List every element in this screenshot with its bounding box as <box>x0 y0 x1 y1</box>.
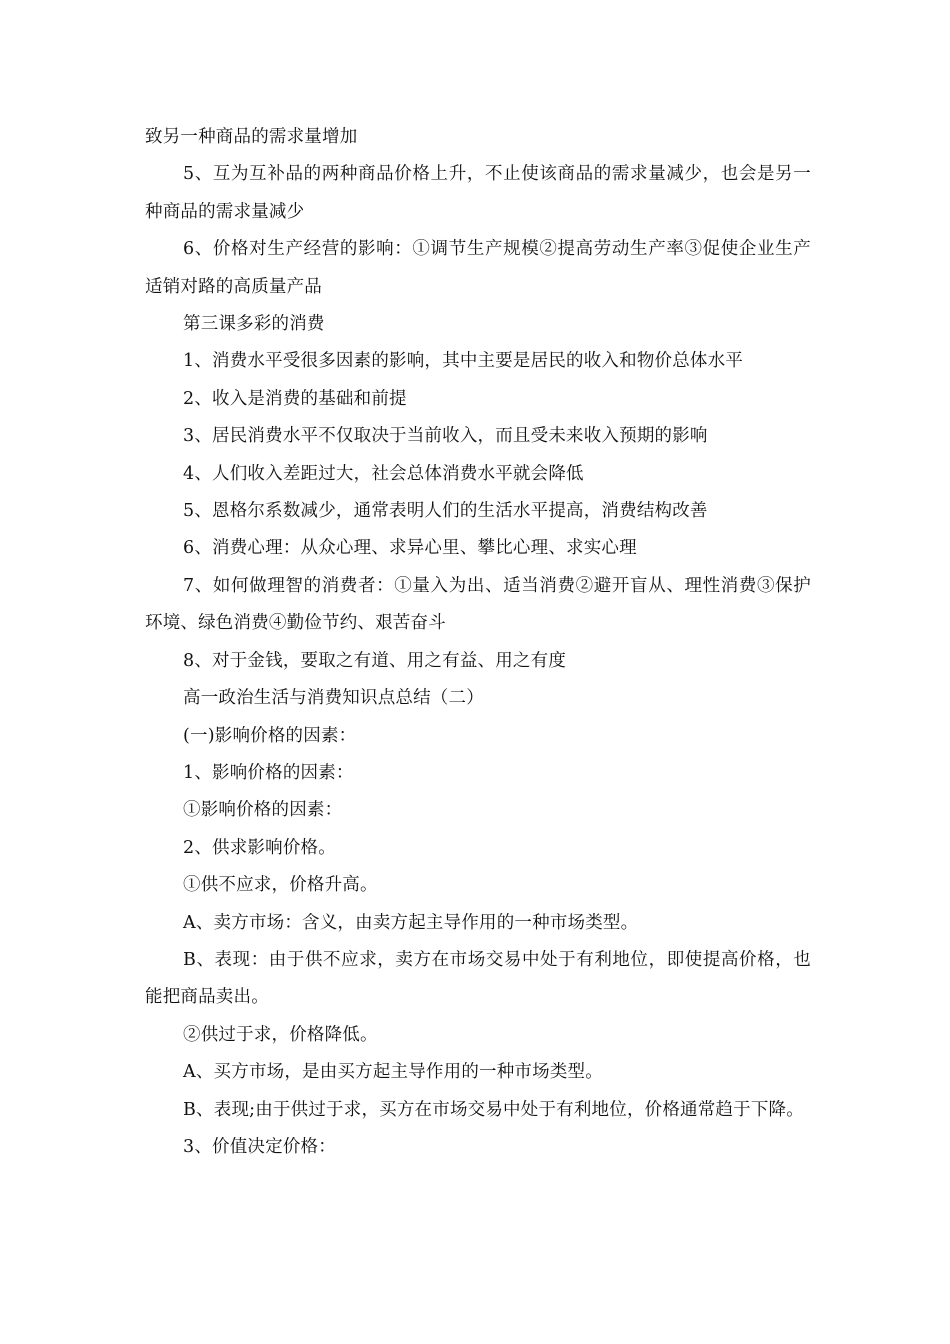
paragraph: 4、人们收入差距过大，社会总体消费水平就会降低 <box>183 463 584 484</box>
paragraph: 2、收入是消费的基础和前提 <box>183 388 407 409</box>
paragraph: 3、价值决定价格： <box>183 1136 336 1157</box>
paragraph: 1、消费水平受很多因素的影响，其中主要是居民的收入和物价总体水平 <box>183 351 744 372</box>
paragraph: ①影响价格的因素： <box>183 800 343 821</box>
section-heading: 高一政治生活与消费知识点总结（二） <box>183 688 484 709</box>
paragraph: (一)影响价格的因素： <box>183 725 357 746</box>
document-body <box>145 119 811 1166</box>
paragraph: ①供不应求，价格升高。 <box>183 875 378 896</box>
paragraph: 6、价格对生产经营的影响：①调节生产规模②提高劳动生产率③促使企业生产适销对路的高质量产品 <box>145 239 811 297</box>
paragraph: 1、影响价格的因素： <box>183 762 354 783</box>
paragraph: A、买方市场，是由买方起主导作用的一种市场类型。 <box>183 1062 603 1083</box>
paragraph: 5、互为互补品的两种商品价格上升，不止使该商品的需求量减少，也会是另一种商品的需求量减少 <box>145 164 811 222</box>
paragraph: B、表现;由于供过于求，买方在市场交易中处于有利地位，价格通常趋于下降。 <box>183 1099 804 1120</box>
paragraph: 2、供求影响价格。 <box>183 837 336 858</box>
paragraph: 8、对于金钱，要取之有道、用之有益、用之有度 <box>183 650 567 671</box>
paragraph: A、卖方市场：含义，由卖方起主导作用的一种市场类型。 <box>183 912 639 933</box>
paragraph: 5、恩格尔系数减少，通常表明人们的生活水平提高，消费结构改善 <box>183 501 708 522</box>
paragraph: 3、居民消费水平不仅取决于当前收入，而且受未来收入预期的影响 <box>183 426 708 447</box>
section-heading: 第三课多彩的消费 <box>183 314 325 335</box>
paragraph: 7、如何做理智的消费者：①量入为出、适当消费②避开盲从、理性消费③保护环境、绿色消费④勤俭节约、艰苦奋斗 <box>145 575 811 634</box>
paragraph: ②供过于求，价格降低。 <box>183 1024 378 1045</box>
paragraph: 6、消费心理：从众心理、求异心里、攀比心理、求实心理 <box>183 538 637 559</box>
paragraph: B、表现：由于供不应求，卖方在市场交易中处于有利地位，即使提高价格，也能把商品卖出。 <box>145 949 811 1008</box>
paragraph: 致另一种商品的需求量增加 <box>145 127 358 147</box>
